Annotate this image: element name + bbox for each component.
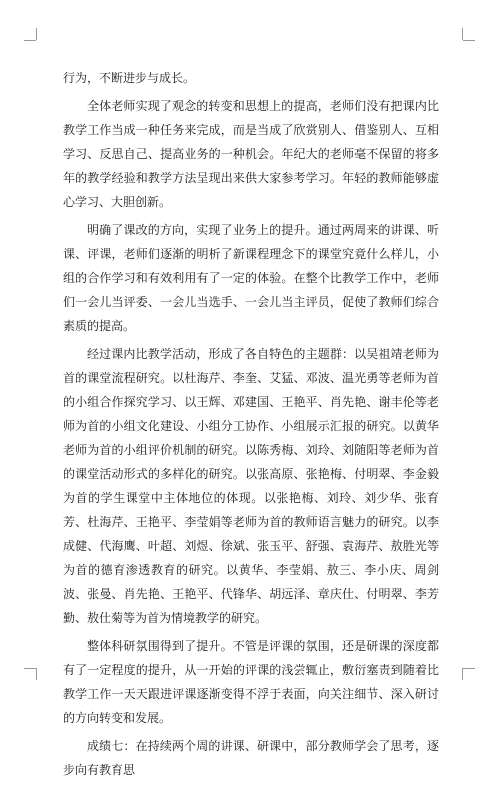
crop-mark-bottom-left xyxy=(24,668,36,669)
paragraph: 明确了课改的方向，实现了业务上的提升。通过两周来的讲课、听课、评课，老师们逐渐的明析了新课程理念下的课堂究竟什么样儿，小组的合作学习和有效利用有了一定的体验。在整个比教学工作中，老师们一会儿当评委、一会儿当选手、一会儿当主评员，促使了教师们综合素质的提高。 xyxy=(63,223,439,333)
crop-mark-top-left xyxy=(24,40,36,41)
paragraph: 经过课内比教学活动，形成了各自特色的主题群：以吴祖靖老师为首的课堂流程研究。以杜海芹、李奎、艾猛、邓波、温光勇等老师为首的小组合作探究学习、以王辉、邓建国、王艳平、肖先艳、谢丰伦等老师为首的小组文化建设、小组分工协作、小组展示汇报的研究。以黄华老师为首的小组评价机制的研究。以陈秀梅、刘玲、刘随阳等老师为首的课堂活动形式的多样化的研究。以张高原、张艳梅、付明翠、李金毅为首的学生课堂中主体地位的体现。以张艳梅、刘玲、刘少华、张育芳、杜海芹、王艳平、李莹娟等老师为首的教师语言魅力的研究。以李成健、代海鹰、叶超、刘煜、徐斌、张玉平、舒强、袁海芹、敖胜光等为首的德育渗透教育的研究。以黄华、李莹娟、敖三、李小庆、周剑波、张曼、肖先艳、王艳平、代锋华、胡远泽、章庆仕、付明翠、李芳勤、敖仕菊等为首为情境教学的研究。 xyxy=(63,347,439,625)
crop-mark-bottom-right xyxy=(463,668,475,669)
crop-mark-bottom-left xyxy=(36,668,37,680)
document-body xyxy=(63,66,439,786)
crop-mark-top-left xyxy=(36,28,37,40)
crop-mark-top-right xyxy=(463,40,475,41)
crop-mark-bottom-right xyxy=(462,668,463,680)
paragraph: 整体科研氛围得到了提升。不管是评课的氛围，还是研课的深度都有了一定程度的提升，从一开始的评课的浅尝辄止，敷衍塞责到随着比教学工作一天天跟进评课逐渐变得不浮于表面，向关注细节、深入研讨的方向转变和发展。 xyxy=(63,639,439,725)
paragraph: 行为，不断进步与成长。 xyxy=(63,71,196,85)
paragraph: 全体老师实现了观念的转变和思想上的提高，老师们没有把课内比教学工作当成一种任务来完成，而是当成了欣赏别人、借鉴别人、互相学习、反思自己、提高业务的一种机会。年纪大的老师毫不保留的将多年的教学经验和教学方法呈现出来供大家参考学习。年轻的教师能够虚心学习、大胆创新。 xyxy=(63,99,439,209)
paragraph: 成绩七：在持续两个周的讲课、研课中，部分教师学会了思考，逐步向有教育思 xyxy=(63,739,439,777)
crop-mark-top-right xyxy=(462,28,463,40)
